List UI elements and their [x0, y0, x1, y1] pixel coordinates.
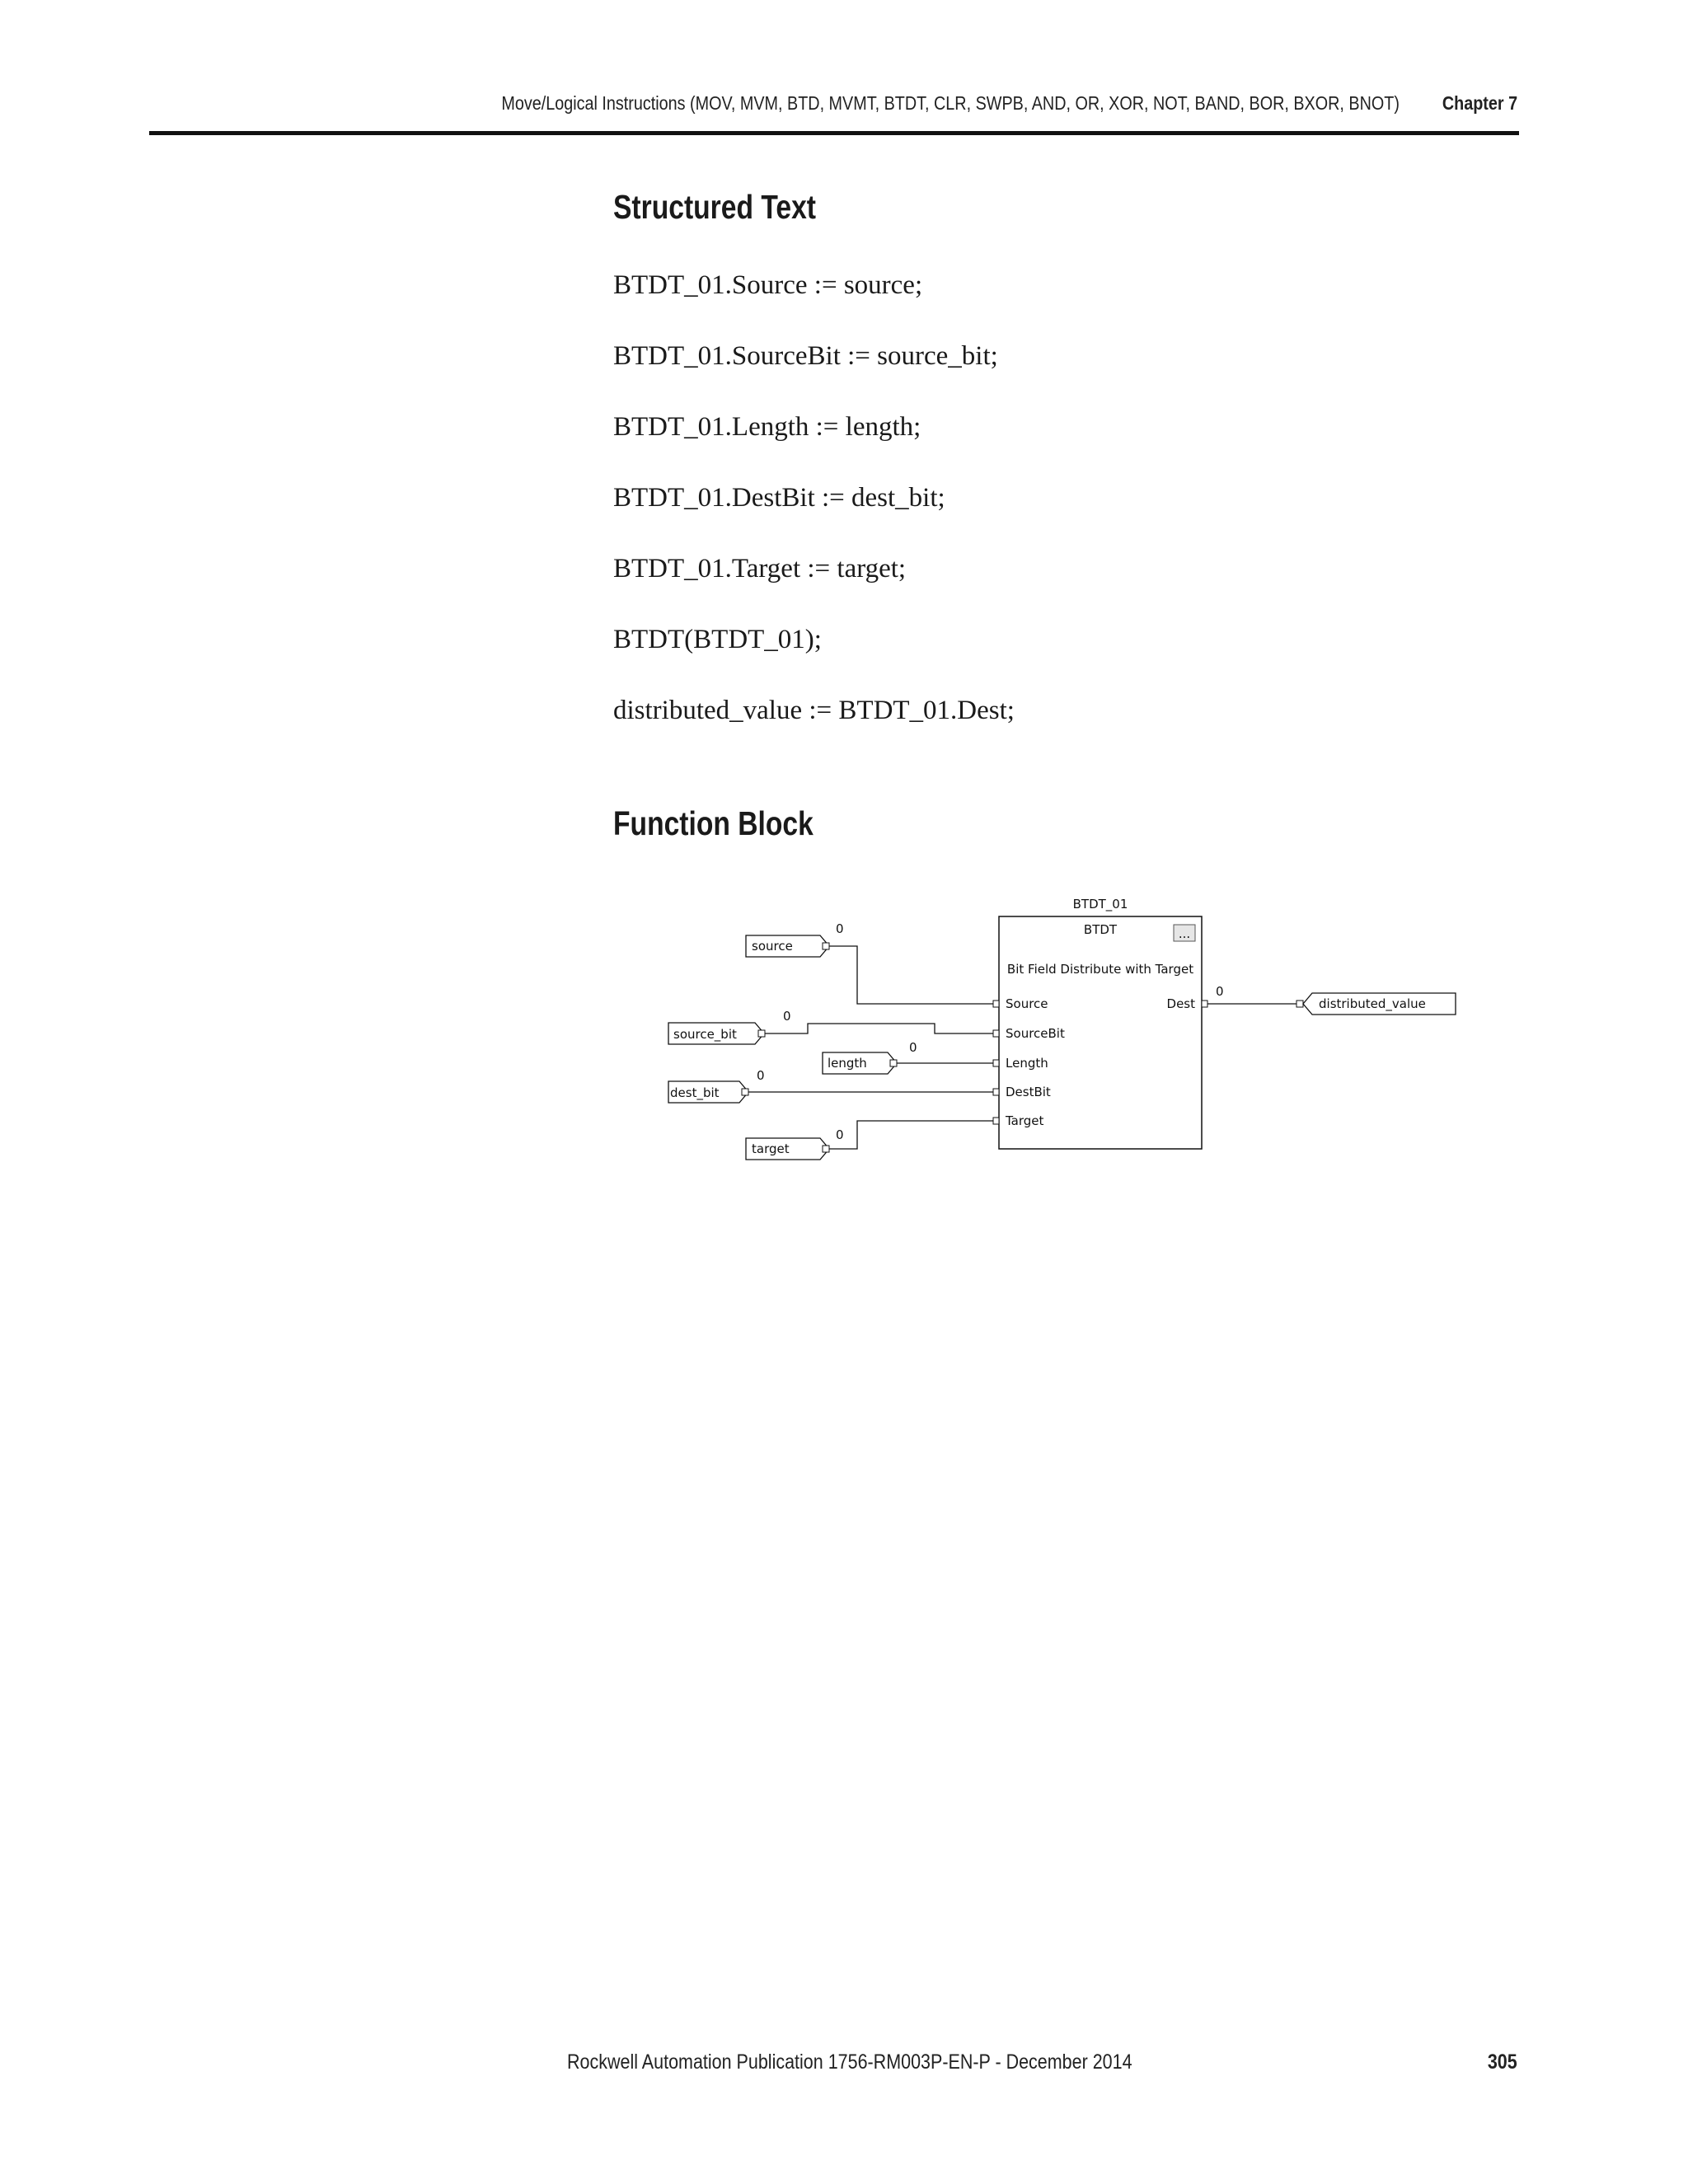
reference-value: 0: [909, 1040, 917, 1055]
running-title: Move/Logical Instructions (MOV, MVM, BTD, MVMT, BTDT, CLR, SWPB, AND, OR, XOR, NOT, BAND, BOR, BXOR, BNOT): [501, 92, 1400, 114]
wire-source: [829, 946, 993, 1004]
code-line: distributed_value := BTDT_01.Dest;: [613, 696, 1015, 725]
input-reference[interactable]: [668, 1023, 765, 1044]
pin-length[interactable]: [993, 1060, 999, 1066]
ellipsis-icon: ...: [1178, 926, 1191, 941]
pin-source[interactable]: [993, 1001, 999, 1007]
input-reference[interactable]: [746, 1138, 829, 1160]
input-label-destbit: DestBit: [1006, 1085, 1051, 1099]
reference-name: dest_bit: [670, 1085, 720, 1100]
reference-name: length: [828, 1056, 867, 1071]
pin-target[interactable]: [993, 1118, 999, 1124]
output-reference-name: distributed_value: [1319, 996, 1426, 1011]
code-line: BTDT_01.Length := length;: [613, 412, 921, 442]
pin-sourcebit[interactable]: [993, 1030, 999, 1037]
reference-value: 0: [783, 1009, 791, 1024]
publication-footer: Rockwell Automation Publication 1756-RM003P-EN-P - December 2014: [567, 2050, 1132, 2074]
code-line: BTDT_01.DestBit := dest_bit;: [613, 483, 945, 513]
reference-value: 0: [836, 921, 844, 936]
pin-dest[interactable]: [1202, 1001, 1207, 1007]
reference-value: 0: [836, 1127, 844, 1142]
input-label-sourcebit: SourceBit: [1006, 1026, 1065, 1041]
chapter-label: Chapter 7: [1442, 92, 1517, 114]
block-tag-name: BTDT_01: [1072, 897, 1128, 912]
pin-destbit[interactable]: [993, 1089, 999, 1095]
block-description: Bit Field Distribute with Target: [1006, 962, 1194, 977]
input-label-target: Target: [1006, 1113, 1044, 1128]
code-line: BTDT(BTDT_01);: [613, 625, 822, 654]
reference-name: source_bit: [673, 1027, 737, 1042]
input-reference[interactable]: [746, 935, 829, 957]
output-label-dest: Dest: [1166, 996, 1195, 1011]
input-reference[interactable]: [668, 1081, 748, 1103]
reference-value: 0: [757, 1068, 765, 1083]
function-block-heading: Function Block: [613, 804, 814, 842]
page-number: 305: [1488, 2050, 1517, 2074]
input-reference[interactable]: [823, 1052, 897, 1074]
wire-target: [829, 1121, 993, 1149]
block-properties-button[interactable]: [1174, 925, 1195, 941]
output-value: 0: [1216, 984, 1224, 999]
input-label-length: Length: [1006, 1056, 1048, 1071]
output-reference[interactable]: [1296, 993, 1456, 1015]
code-line: BTDT_01.SourceBit := source_bit;: [613, 341, 998, 371]
input-label-source: Source: [1006, 996, 1048, 1011]
reference-name: target: [752, 1141, 790, 1156]
function-block-diagram: [659, 890, 1467, 1170]
wire-sourcebit: [765, 1024, 993, 1033]
block-instruction-name: BTDT: [1083, 922, 1118, 937]
header-rule: [149, 131, 1519, 135]
structured-text-heading: Structured Text: [613, 188, 816, 226]
reference-name: source: [752, 939, 793, 954]
code-line: BTDT_01.Source := source;: [613, 270, 923, 300]
code-line: BTDT_01.Target := target;: [613, 554, 907, 583]
